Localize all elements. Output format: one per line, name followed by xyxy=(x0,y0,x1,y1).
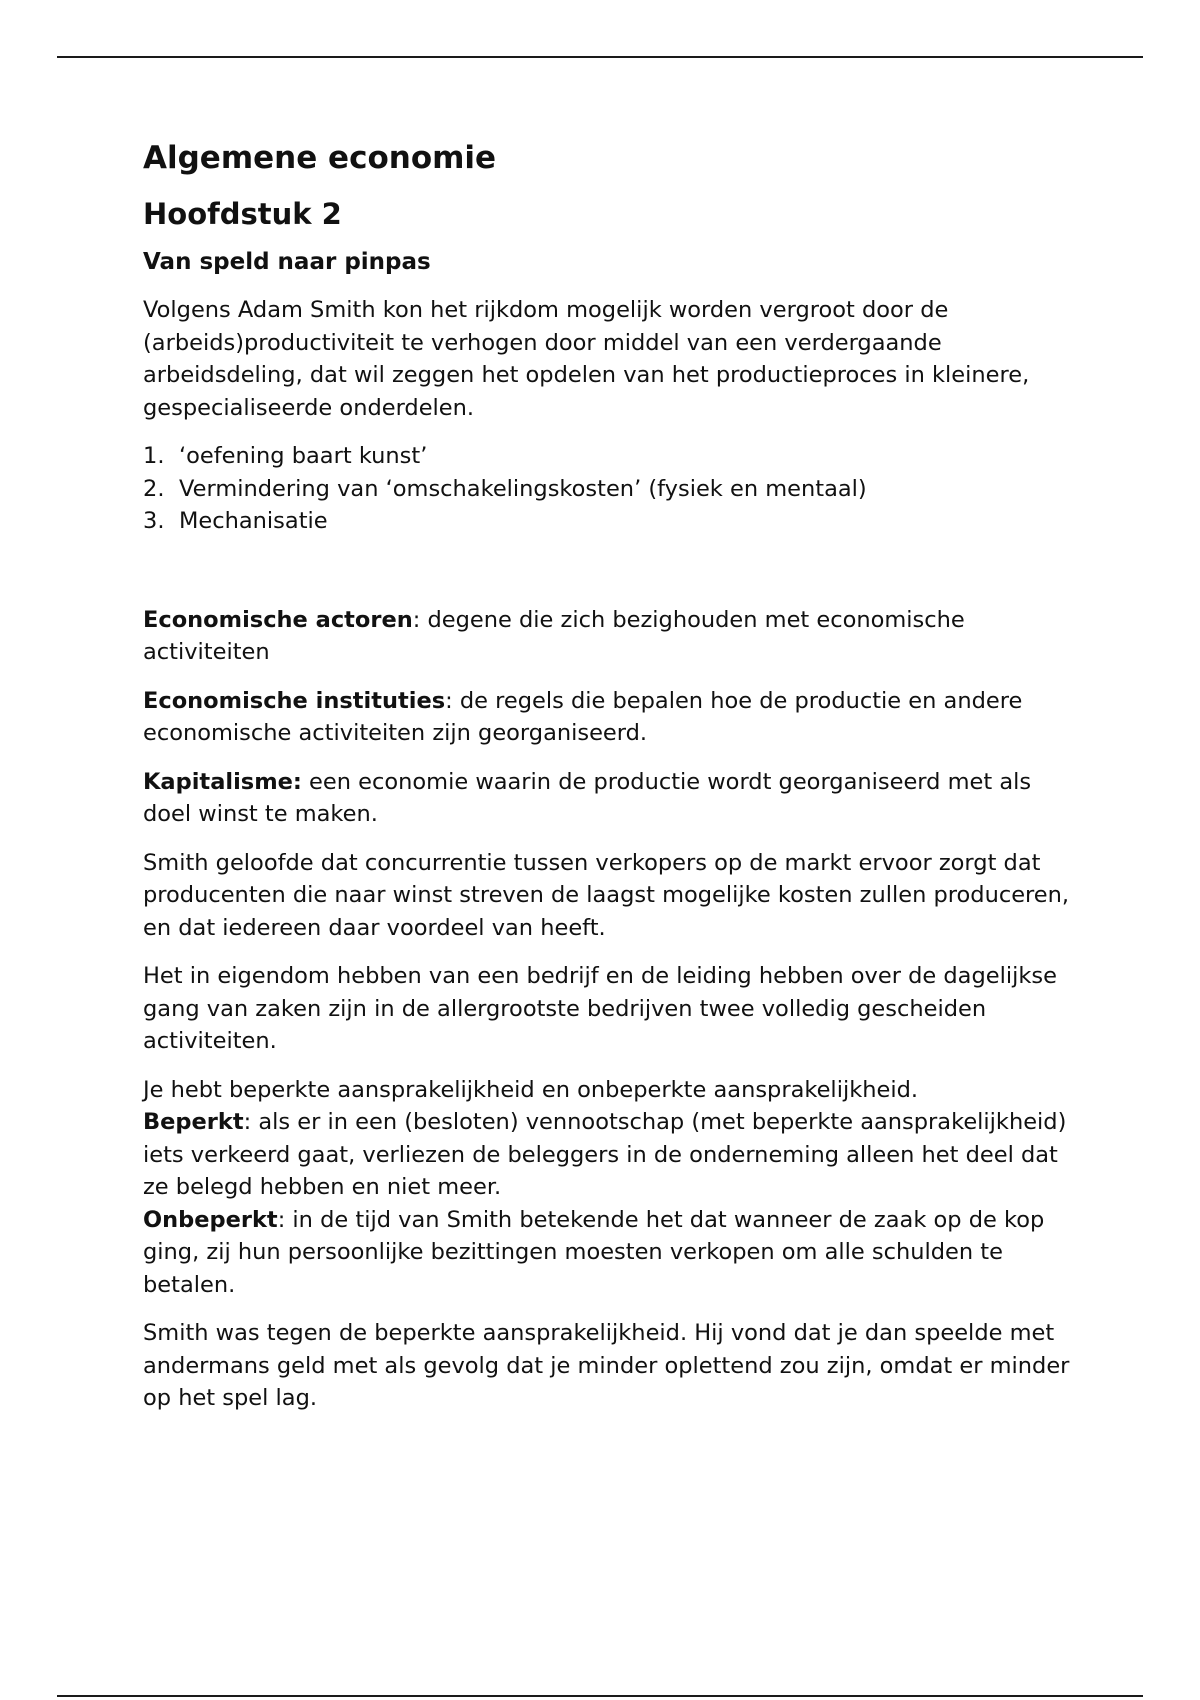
definition-kapitalisme xyxy=(143,766,1073,831)
definition-term: Economische actoren xyxy=(143,606,413,633)
document-title: Algemene economie xyxy=(143,140,497,176)
definition-text: een economie waarin de productie wordt georganiseerd met als doel winst te maken. xyxy=(143,768,1032,827)
definition-term: Kapitalisme: xyxy=(143,768,302,795)
definition-text: : de regels die bepalen hoe de productie en andere economische activiteiten zijn georganiseerd. xyxy=(143,687,1023,746)
definition-instituties xyxy=(143,685,1073,750)
definition-actoren xyxy=(143,604,1073,669)
bottom-rule xyxy=(57,1695,1143,1697)
aansprakelijkheid-block xyxy=(143,1074,1073,1302)
list-text: Vermindering van ‘omschakelingskosten’ (fysiek en mentaal) xyxy=(179,475,867,502)
aansprakelijkheid-intro: Je hebt beperkte aansprakelijkheid en onbeperkte aansprakelijkheid. xyxy=(143,1076,919,1103)
list-text: ‘oefening baart kunst’ xyxy=(179,443,428,469)
beperkt-definition xyxy=(143,1106,1073,1204)
list-item xyxy=(143,505,1073,538)
list-text: Mechanisatie xyxy=(179,508,328,534)
list-number: 2. xyxy=(143,475,165,502)
paragraph-concurrentie: Smith geloofde dat concurrentie tussen verkopers op de markt ervoor zorgt dat producenten die naar winst streven de laagst mogelijke kosten zullen produceren, en dat iedereen daar voordeel van heeft. xyxy=(143,849,1070,941)
list-number: 1. xyxy=(143,443,165,469)
onbeperkt-definition xyxy=(143,1204,1073,1302)
definition-term: Economische instituties xyxy=(143,687,446,714)
paragraph-smith-tegen: Smith was tegen de beperkte aansprakelijkheid. Hij vond dat je dan speelde met andermans geld met als gevolg dat je minder oplettend zou zijn, omdat er minder op het spel lag. xyxy=(143,1320,1070,1411)
document-body xyxy=(143,138,1073,1415)
list-item xyxy=(143,440,1073,473)
definition-term: Beperkt xyxy=(143,1109,244,1135)
intro-paragraph: Volgens Adam Smith kon het rijkdom mogelijk worden vergroot door de (arbeids)productiviteit te verhogen door middel van een verdergaande arbeidsdeling, dat wil zeggen het opdelen van het productieproces in kleinere, gespecialiseerde onderdelen. xyxy=(143,297,1030,421)
chapter-heading: Hoofdstuk 2 xyxy=(143,197,342,231)
list-item xyxy=(143,473,1073,506)
definition-term: Onbeperkt xyxy=(143,1206,278,1233)
section-heading: Van speld naar pinpas xyxy=(143,249,431,275)
top-rule xyxy=(57,56,1143,58)
definition-text: : degene die zich bezighouden met economische activiteiten xyxy=(143,606,965,665)
paragraph-eigendom: Het in eigendom hebben van een bedrijf en de leiding hebben over de dagelijkse gang van zaken zijn in de allergrootste bedrijven twee volledig gescheiden activiteiten. xyxy=(143,963,1057,1054)
numbered-list xyxy=(143,440,1073,538)
definition-text: : in de tijd van Smith betekende het dat wanneer de zaak op de kop ging, zij hun persoonlijke bezittingen moesten verkopen om alle schulden te betalen. xyxy=(143,1206,1045,1298)
definition-text: : als er in een (besloten) vennootschap (met beperkte aansprakelijkheid) iets verkeerd gaat, verliezen de beleggers in de onderneming alleen het deel dat ze belegd hebben en niet meer. xyxy=(143,1109,1067,1200)
list-number: 3. xyxy=(143,508,165,534)
